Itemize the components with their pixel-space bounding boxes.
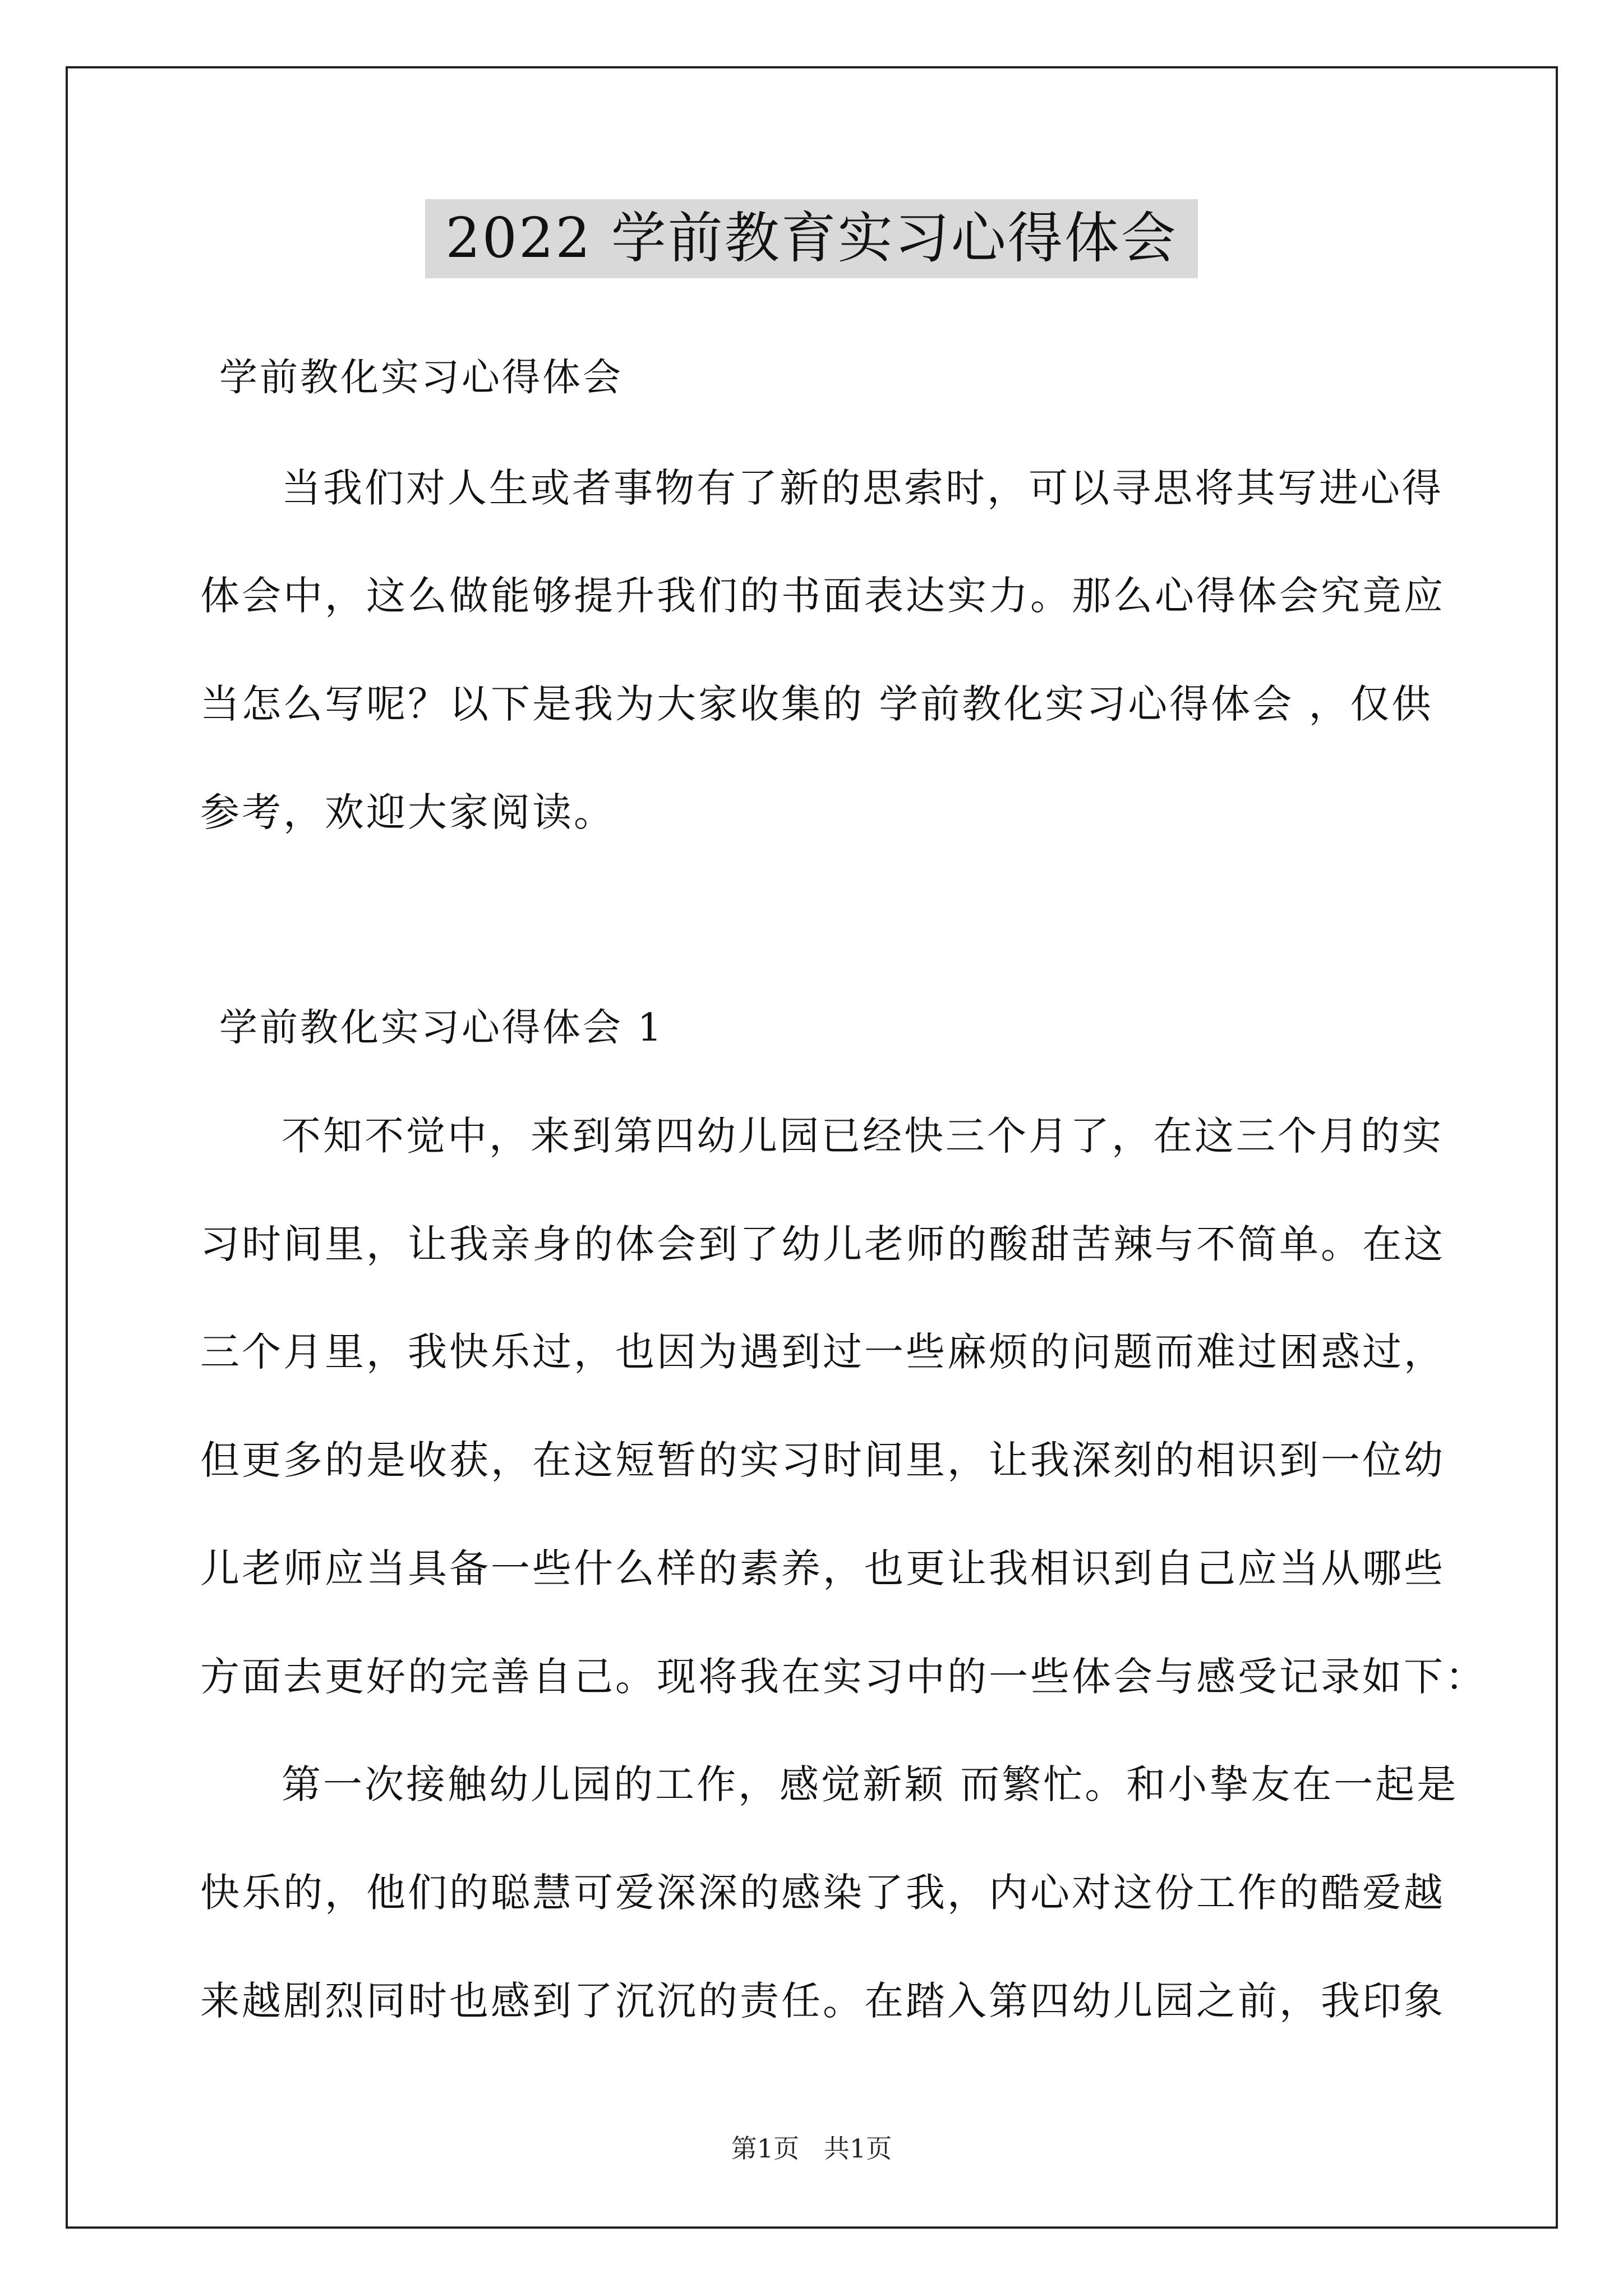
intro-line-2: 体会中，这么做能够提升我们的书面表达实力。那么心得体会究竟应 <box>200 573 1445 619</box>
title-container <box>0 199 1623 278</box>
paragraph1-line-3: 三个月里，我快乐过，也因为遇到过一些麻烦的问题而难过困惑过， <box>200 1329 1445 1375</box>
paragraph1-line-5: 儿老师应当具备一些什么样的素养，也更让我相识到自己应当从哪些 <box>200 1545 1445 1591</box>
document-title: 2022 学前教育实习心得体会 <box>425 199 1198 278</box>
paragraph1-line-4: 但更多的是收获，在这短暂的实习时间里，让我深刻的相识到一位幼 <box>200 1437 1445 1483</box>
intro-line-4: 参考，欢迎大家阅读。 <box>200 789 615 835</box>
page-footer: 第1页 共1页 <box>731 2133 892 2164</box>
paragraph1-line-6: 方面去更好的完善自己。现将我在实习中的一些体会与感受记录如下： <box>200 1654 1487 1700</box>
intro-line-3: 当怎么写呢？以下是我为大家收集的 学前教化实习心得体会 ，仅供 <box>200 681 1433 727</box>
paragraph1-line-2: 习时间里，让我亲身的体会到了幼儿老师的酸甜苦辣与不简单。在这 <box>200 1221 1445 1267</box>
section-heading: 学前教化实习心得体会 1 <box>219 1006 664 1050</box>
paragraph2-line-3: 来越剧烈同时也感到了沉沉的责任。在踏入第四幼儿园之前，我印象 <box>200 1978 1445 2024</box>
intro-line-1: 当我们对人生或者事物有了新的思索时，可以寻思将其写进心得 <box>282 465 1444 511</box>
paragraph2-line-2: 快乐的，他们的聪慧可爱深深的感染了我，内心对这份工作的酷爱越 <box>200 1870 1445 1916</box>
subtitle: 学前教化实习心得体会 <box>219 356 624 400</box>
paragraph2-line-1: 第一次接触幼儿园的工作，感觉新颖 而繁忙。和小挚友在一起是 <box>282 1761 1459 1807</box>
paragraph1-line-1: 不知不觉中，来到第四幼儿园已经快三个月了，在这三个月的实 <box>282 1113 1444 1159</box>
